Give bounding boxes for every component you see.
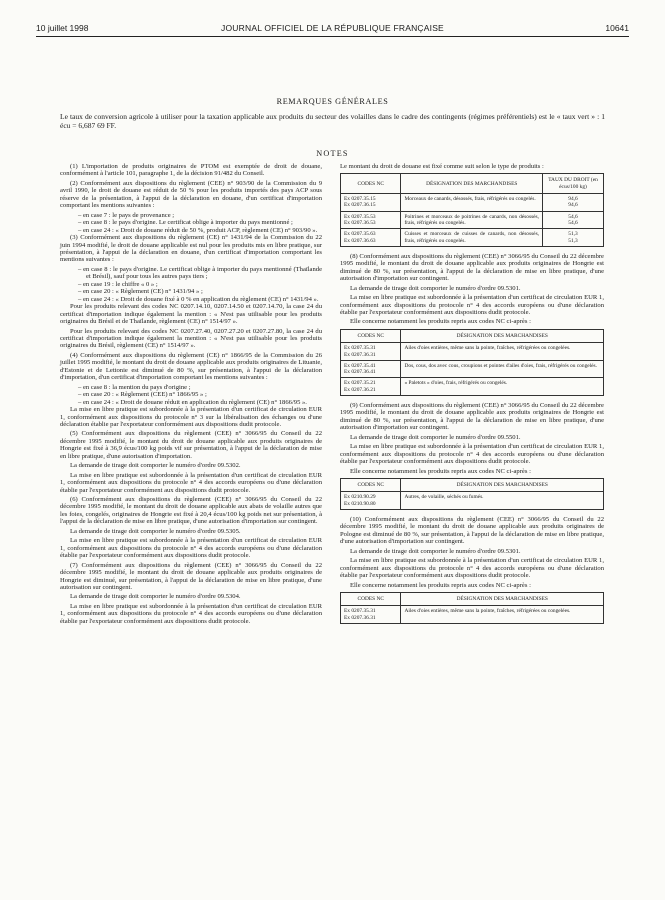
duty-rate: 54,6 (568, 219, 578, 226)
paragraph: (2) Conformément aux dispositions du règlement (CEE) n° 903/90 de la Commission du 9 avril 1990, le droit de douane est réduit de 50 % pour les produits importés des pays ACP sous réserve de la présentation, à l'appui de la déclaration en douane, d'un certificat d'importation comportant les mentions suivantes : (60, 179, 322, 210)
duty-rate-cell (543, 229, 604, 247)
table-row (341, 343, 604, 361)
list-item: – en case 24 : « Droit de douane réduit en application du règlement (CE) n° 1866/95 ». (78, 398, 307, 406)
nc-code: Ex 0207.36.53 (344, 219, 376, 226)
list-item: – en case 8 : le pays d'origine. Le certificat oblige à importer du pays mentionné ; (78, 219, 293, 227)
nc-code: Ex 0207.36.63 (344, 237, 376, 244)
duty-rate: 51,3 (568, 231, 578, 238)
table-header-row (341, 329, 604, 342)
remarques-text: Le taux de conversion agricole à utiliser pour la taxation applicable aux produits du secteur des volailles dans le cadre des contingents (régimes préférentiels) est le « taux vert » : 1 écu = 6,687 69 FF. (60, 112, 605, 130)
paragraph: (7) Conformément aux dispositions du règlement (CEE) n° 3066/95 du Conseil du 22 décembre 1995 modifié, le montant du droit de douane applicable aux produits originaires de Hongrie est diminué, sur présentation, à l'appui de la déclaration de mise en libre pratique, d'une autorisation sur contingent. (60, 561, 322, 592)
list-item: – en case 20 : « Règlement (CE) n° 1431/94 » ; (78, 288, 203, 296)
column-header: CODES NC (341, 479, 401, 492)
paragraph: (8) Conformément aux dispositions du règlement (CEE) n° 3066/95 du Conseil du 22 décembre 1995 modifié, le montant du droit de douane applicable aux produits originaires de Hongrie est diminué de 80 %, sur présentation, à l'appui de la déclaration de mise en libre pratique, d'une autorisation d'importation sur contingent. (340, 252, 604, 283)
tariff-table (340, 592, 604, 624)
table-row (341, 194, 604, 212)
nc-code: Ex 0207.36.21 (344, 386, 376, 393)
duty-rate-cell (543, 211, 604, 229)
duty-rate: 51,3 (568, 237, 578, 244)
column-header: CODES NC (341, 593, 401, 606)
nc-code: Ex 0207.35.31 (344, 608, 376, 615)
paragraph: (5) Conformément aux dispositions du règlement (CEE) n° 3066/95 du Conseil du 22 décembre 1995 modifié, le montant du droit de douane applicable aux produits originaires de Hongrie est fixé à 36,9 écus/100 kg poids vif sur présentation, à l'appui de la déclaration de mise en libre pratique, d'une autorisation d'importation. (60, 430, 322, 460)
remarques-title: REMARQUES GÉNÉRALES (276, 97, 389, 106)
list-item: – en case 19 : le chiffre « 0 » ; (78, 280, 158, 288)
paragraph: La demande de tirage doit comporter le numéro d'ordre 09.5305. (70, 527, 241, 535)
tariff-table (340, 173, 604, 246)
column-header: TAUX DU DROIT (en écus/100 kg) (543, 174, 604, 194)
nc-codes-cell (341, 378, 401, 396)
right-column (340, 163, 604, 630)
nc-codes-cell (341, 194, 401, 212)
paragraph: La demande de tirage doit comporter le numéro d'ordre 09.5304. (70, 593, 241, 601)
running-header (36, 23, 629, 35)
column-header: DÉSIGNATION DES MARCHANDISES (401, 479, 604, 492)
notes-title: NOTES (316, 149, 349, 158)
list-item: – en case 20 : « Règlement (CEE) n° 1866/95 » ; (78, 391, 207, 399)
table-header-row (341, 479, 604, 492)
nc-codes-cell (341, 360, 401, 378)
table-row (341, 492, 604, 510)
header-rule (36, 36, 629, 37)
header-date: 10 juillet 1998 (36, 23, 89, 33)
paragraph: La mise en libre pratique est subordonnée à la présentation d'un certificat de circulation EUR 1, conformément aux dispositions du protocole n° 3 sur la libéralisation des échanges ou d'une déclaration établie par l'exportateur conformément aux dispositions dudit protocole. (60, 406, 322, 428)
nc-code: Ex 0207.36.31 (344, 614, 376, 621)
duty-rate-cell (543, 194, 604, 212)
nc-code: Ex 0210.90.29 (344, 494, 376, 501)
tariff-table (340, 478, 604, 510)
paragraph: Elle concerne notamment les produits repris aux codes NC ci-après : (350, 581, 531, 589)
header-journal-title: JOURNAL OFFICIEL DE LA RÉPUBLIQUE FRANÇAISE (221, 23, 444, 33)
nc-codes-cell (341, 229, 401, 247)
goods-description-cell: Morceaux de canards, désossés, frais, réfrigérés ou congelés. (401, 194, 543, 212)
list-item: – en case 24 : « Droit de douane fixé à 0 % en application du règlement (CE) n° 1431/94 ». (78, 295, 319, 303)
nc-code: Ex 0207.36.31 (344, 351, 376, 358)
table-row (341, 360, 604, 378)
nc-codes-cell (341, 211, 401, 229)
column-header: DÉSIGNATION DES MARCHANDISES (401, 329, 604, 342)
paragraph: La demande de tirage doit comporter le numéro d'ordre 09.5302. (70, 462, 241, 470)
header-page-number: 10641 (605, 23, 629, 33)
list-item: – en case 7 : le pays de provenance ; (78, 211, 175, 219)
column-header: DÉSIGNATION DES MARCHANDISES (401, 174, 543, 194)
column-header: DÉSIGNATION DES MARCHANDISES (401, 593, 604, 606)
paragraph: (1) L'importation de produits originaires de PTOM est exemptée de droit de douane, conformément à l'article 101, paragraphe 1, de la décision 91/482 du Conseil. (60, 163, 322, 178)
goods-description-cell: Dos, cous, dos avec cous, croupions et pointes d'ailes d'oies, frais, réfrigérés ou congelés. (401, 360, 604, 378)
paragraph: La demande de tirage doit comporter le numéro d'ordre 09.5301. (350, 547, 521, 555)
column-header: CODES NC (341, 174, 401, 194)
goods-description-cell: Cuisses et morceaux de cuisses de canards, non désossés, frais, réfrigérés ou congelés. (401, 229, 543, 247)
paragraph: (4) Conformément aux dispositions du règlement (CE) n° 1866/95 de la Commission du 26 juillet 1995 modifié, le montant du droit de douane applicable aux produits originaires de Lituanie, d'Estonie et de Lettonie est diminué de 80 %, sur présentation, à l'appui de la déclaration d'importation, d'un certificat d'importation comportant les mentions suivantes : (60, 351, 322, 382)
table-row (341, 378, 604, 396)
duty-rate: 54,6 (568, 213, 578, 220)
goods-description-cell: Ailes d'oies entières, même sans la pointe, fraîches, réfrigérées ou congelées. (401, 606, 604, 624)
nc-code: Ex 0207.35.31 (344, 345, 376, 352)
column-header: CODES NC (341, 329, 401, 342)
paragraph: La mise en libre pratique est subordonnée à la présentation d'un certificat de circulation EUR 1, conformément aux dispositions du protocole n° 4 des accords européens ou d'une déclaration établie par l'exportateur conformément aux dispositions dudit protocole. (340, 443, 604, 466)
paragraph: La mise en libre pratique est subordonnée à la présentation d'un certificat de circulation EUR 1, conformément aux dispositions du protocole n° 4 des accords européens ou d'une déclaration établie par l'exportateur conformément aux dispositions dudit protocole. (60, 471, 322, 494)
table-row (341, 606, 604, 624)
paragraph: La mise en libre pratique est subordonnée à la présentation d'un certificat de circulation EUR 1, conformément aux dispositions du protocole n° 4 des accords européens ou d'une déclaration établie par l'exportateur conformément aux dispositions dudit protocole. (340, 294, 604, 316)
paragraph: La mise en libre pratique est subordonnée à la présentation d'un certificat de circulation EUR 1, conformément aux dispositions du protocole n° 4 des accords européens ou d'une déclaration établie par l'exportateur conformément aux dispositions dudit protocole. (60, 537, 322, 560)
tariff-table (340, 329, 604, 396)
paragraph: La mise en libre pratique est subordonnée à la présentation d'un certificat de circulation EUR 1, conformément aux dispositions du protocole n° 4 des accords européens ou d'une déclaration établie par l'exportateur conformément aux dispositions dudit protocole. (60, 602, 322, 625)
goods-description-cell: « Paletots » d'oies, frais, réfrigérés ou congelés. (401, 378, 604, 396)
paragraph: La mise en libre pratique est subordonnée à la présentation d'un certificat de circulation EUR 1, conformément aux dispositions du protocole n° 4 des accords européens ou d'une déclaration établie par l'exportateur conformément aux dispositions dudit protocole. (340, 557, 604, 580)
goods-description-cell: Autres, de volaille, séchés ou fumés. (401, 492, 604, 510)
nc-code: Ex 0210.90.80 (344, 500, 376, 507)
paragraph: (9) Conformément aux dispositions du règlement (CEE) n° 3066/95 du Conseil du 22 décembre 1995 modifié, le montant du droit de douane applicable aux produits originaires de Hongrie est diminué de 80 %, sur présentation, à l'appui de la déclaration de mise en libre pratique, d'une autorisation d'importation sur contingent. (340, 401, 604, 432)
list-item: – en case 8 : le pays d'origine. Le certificat oblige à importer du pays mentionné (Thaïlande et Brésil), sauf pour tous les autres pays tiers ; (78, 265, 322, 281)
nc-code: Ex 0207.35.21 (344, 380, 376, 387)
paragraph: La demande de tirage doit comporter le numéro d'ordre 09.5501. (350, 433, 521, 441)
nc-code: Ex 0207.36.15 (344, 202, 376, 209)
table-header-row (341, 174, 604, 194)
nc-code: Ex 0207.36.41 (344, 369, 376, 376)
paragraph: La demande de tirage doit comporter le numéro d'ordre 09.5301. (350, 284, 521, 292)
left-column (60, 163, 322, 627)
paragraph: (10) Conformément aux dispositions du règlement (CEE) n° 3066/95 du Conseil du 22 décembre 1995 modifié, le montant du droit de douane applicable aux produits originaires de Pologne est diminué de 80 %, sur présentation, à l'appui de la déclaration de mise en libre pratique, d'une autorisation d'importation sur contingent. (340, 515, 604, 546)
nc-code: Ex 0207.35.15 (344, 196, 376, 203)
nc-codes-cell (341, 343, 401, 361)
paragraph: Pour les produits relevant des codes NC 0207.14.10, 0207.14.50 et 0207.14.70, la case 24 du certificat d'importation indique également la mention : « N'est pas utilisable pour les produits originaires du Brésil et de Thaïlande, règlement (CE) n° 1514/97 ». (60, 303, 322, 326)
list-item: – en case 8 : la mention du pays d'origine ; (78, 383, 191, 391)
paragraph: (6) Conformément aux dispositions du règlement (CEE) n° 3066/95 du Conseil du 22 décembre 1995 modifié, le montant du droit de douane applicable aux abats de volaille autres que les foies, congelés, originaires de Hongrie est fixé à 20,4 écus/100 kg poids net sur présentation, à l'appui de la déclaration de mise en libre pratique, d'une autorisation d'importation sur contingent. (60, 496, 322, 526)
nc-codes-cell (341, 606, 401, 624)
nc-codes-cell (341, 492, 401, 510)
table-row (341, 211, 604, 229)
duty-rate: 94,6 (568, 202, 578, 209)
table-row (341, 229, 604, 247)
goods-description-cell: Poitrines et morceaux de poitrines de canards, non désossés, frais, réfrigérés ou congelés. (401, 211, 543, 229)
duty-rate: 94,6 (568, 196, 578, 203)
paragraph: Le montant du droit de douane est fixé comme suit selon le type de produits : (340, 163, 544, 170)
nc-code: Ex 0207.35.63 (344, 231, 376, 238)
paragraph: Elle concerne notamment les produits repris aux codes NC ci-après : (350, 467, 531, 475)
paragraph: Pour les produits relevant des codes NC 0207.27.40, 0207.27.20 et 0207.27.80, la case 24 du certificat d'importation indique également la mention : « N'est pas utilisable pour les produits originaires du Brésil, règlement (CE) n° 1514/97 ». (60, 327, 322, 350)
paragraph: (3) Conformément aux dispositions du règlement (CE) n° 1431/94 de la Commission du 22 juin 1994 modifié, le droit de douane applicable est nul pour les produits mis en libre pratique, sur présentation, à l'appui de la déclaration en douane, d'un certificat d'importation comportant les mentions suivantes : (60, 234, 322, 264)
nc-code: Ex 0207.35.53 (344, 213, 376, 220)
goods-description-cell: Ailes d'oies entières, même sans la pointe, fraîches, réfrigérées ou congelées. (401, 343, 604, 361)
paragraph: Elle concerne notamment les produits repris aux codes NC ci-après : (350, 318, 531, 326)
list-item: – en case 24 : « Droit de douane réduit de 50 %, produit ACP, règlement (CE) n° 903/90 ». (78, 226, 318, 234)
nc-code: Ex 0207.35.41 (344, 362, 376, 369)
table-header-row (341, 593, 604, 606)
